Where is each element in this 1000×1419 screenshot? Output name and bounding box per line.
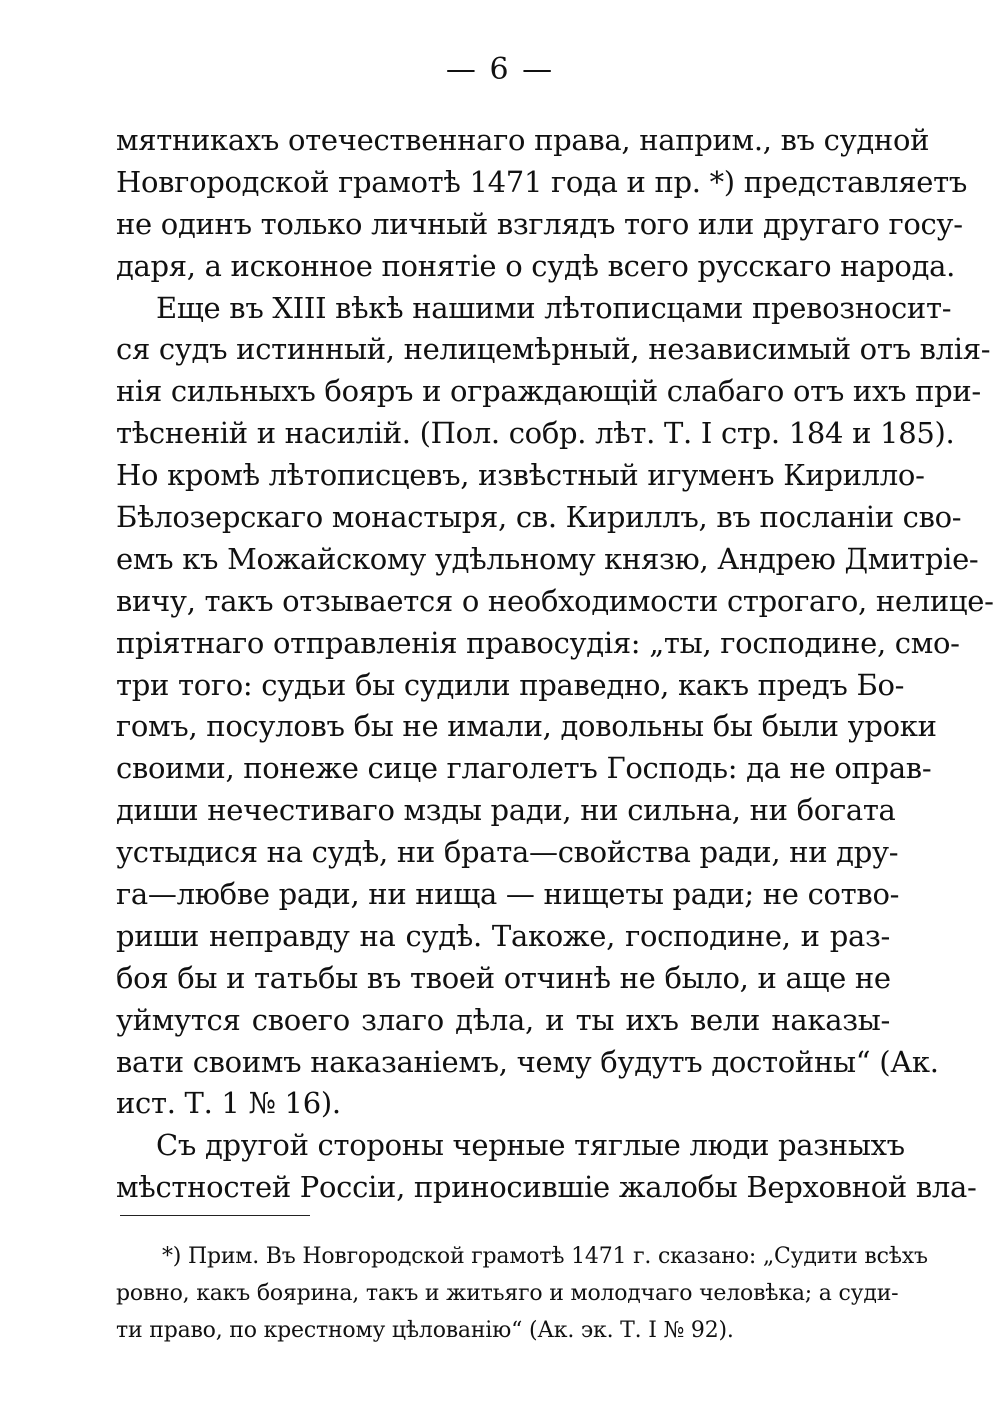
text-line: тѣсненій и насилій. (Пол. собр. лѣт. Т. I стр. 184 и 185). <box>116 416 955 451</box>
text-line: вичу, такъ отзывается о необходимости строгаго, нелице- <box>116 583 994 618</box>
text-line: гомъ, посуловъ бы не имали, довольны бы были уроки <box>116 709 937 744</box>
page-number: — 6 — <box>445 52 555 87</box>
text-line: три того: судьи бы судили праведно, какъ предъ Бо- <box>116 667 905 702</box>
text-line: уймутся своего злаго дѣла, и ты ихъ вели наказы- <box>116 1002 890 1037</box>
text-line: нія сильныхъ бояръ и ограждающій слабаго отъ ихъ при- <box>116 374 981 409</box>
text-line: Новгородской грамотѣ 1471 года и пр. *) представляетъ <box>116 164 968 199</box>
footnote-divider <box>120 1215 310 1216</box>
text-line: вати своимъ наказаніемъ, чему будутъ достойны“ (Ак. <box>116 1044 939 1079</box>
text-line: диши нечестиваго мзды ради, ни сильна, ни богата <box>116 793 896 828</box>
text-line: мѣстностей Россіи, приносившіе жалобы Верховной вла- <box>116 1170 977 1205</box>
footnote-line: ти право, по крестному цѣлованію“ (Ак. эк. Т. I № 92). <box>116 1318 734 1343</box>
body-text <box>116 120 994 1209</box>
text-line: мятникахъ отечественнаго права, наприм., въ судной <box>116 123 930 157</box>
text-line: Съ другой стороны черные тяглые люди разныхъ <box>156 1128 905 1163</box>
text-line: боя бы и татьбы въ твоей отчинѣ не было, и аще не <box>116 960 891 995</box>
text-line: не одинъ только личный взглядъ того или другаго госу- <box>116 206 963 241</box>
text-line: риши неправду на судѣ. Такоже, господине, и раз- <box>116 918 890 953</box>
footnote-line: ровно, какъ боярина, такъ и житьяго и молодчаго человѣка; а суди- <box>116 1281 899 1306</box>
text-line: даря, а исконное понятіе о судѣ всего русскаго народа. <box>116 248 956 283</box>
text-line: пріятнаго отправленія правосудія: „ты, господине, смо- <box>116 625 960 660</box>
text-line: Еще въ XIII вѣкѣ нашими лѣтописцами превозносит- <box>156 290 952 325</box>
text-line: емъ къ Можайскому удѣльному князю, Андрею Дмитріе- <box>116 541 979 576</box>
text-line: ся судъ истинный, нелицемѣрный, независимый отъ влія- <box>116 332 991 367</box>
footnote-line: *) Прим. Въ Новгородской грамотѣ 1471 г. сказано: „Судити всѣхъ <box>162 1244 928 1269</box>
text-line: Но кромѣ лѣтописцевъ, извѣстный игуменъ Кирилло- <box>116 458 925 493</box>
text-line: Бѣлозерскаго монастыря, св. Кириллъ, въ посланіи сво- <box>116 500 962 535</box>
text-line: ист. Т. 1 № 16). <box>116 1086 341 1121</box>
text-line: га—любве ради, ни нища — нищеты ради; не сотво- <box>116 877 900 912</box>
footnote <box>116 1238 928 1349</box>
text-line: устыдися на судѣ, ни брата—свойства ради, ни дру- <box>116 835 899 870</box>
text-line: своими, понеже сице глаголетъ Господь: да не оправ- <box>116 751 932 786</box>
